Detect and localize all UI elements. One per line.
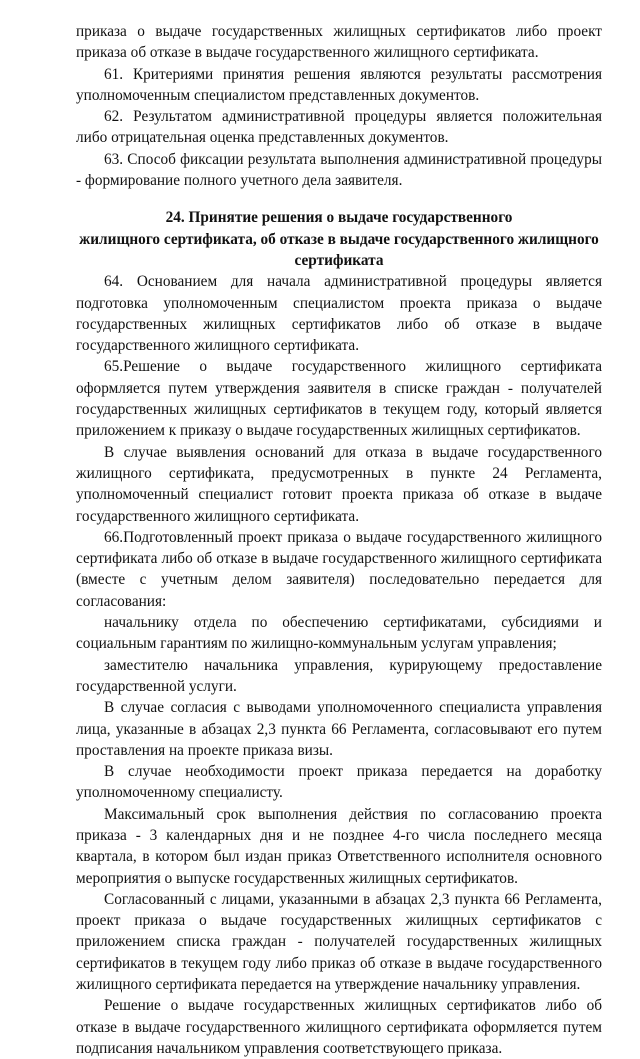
- document-page: [76, 21, 602, 1059]
- paragraph-refusal-grounds: В случае выявления оснований для отказа в выдаче государственного жилищного сертификата, предусмотренных в пункте 24 Регламента, уполномоченный специалист готовит проекта приказа об отказе в выдаче государственного жилищного сертификата.: [76, 443, 602, 525]
- section-heading-line-3: сертификата: [294, 251, 384, 269]
- paragraph-61: 61. Критериями принятия решения являются результаты рассмотрения уполномоченным специалистом представленных документов.: [76, 65, 602, 104]
- paragraph-agreement: В случае согласия с выводами уполномоченного специалиста управления лица, указанные в абзацах 2,3 пункта 66 Регламента, согласовывают его путем проставления на проекте приказа визы.: [76, 699, 602, 759]
- paragraph-max-term: Максимальный срок выполнения действия по согласованию проекта приказа - 3 календарных дня и не позднее 4-го числа последнего месяца квартала, в котором был издан приказ Ответственного исполнителя основного мероприятия о выпуске государственных жилищных сертификатов.: [76, 805, 602, 887]
- paragraph-62: 62. Результатом административной процедуры является положительная либо отрицательная оценка представленных документов.: [76, 108, 602, 147]
- section-heading-line-1: 24. Принятие решения о выдаче государственного: [165, 209, 513, 227]
- paragraph-rework: В случае необходимости проект приказа передается на доработку уполномоченному специалисту.: [76, 763, 602, 802]
- section-heading: [76, 207, 602, 271]
- paragraph-63: 63. Способ фиксации результата выполнения административной процедуры - формирование полного учетного дела заявителя.: [76, 150, 602, 190]
- paragraph-decision: Решение о выдаче государственных жилищных сертификатов либо об отказе в выдаче государственного жилищного сертификата оформляется путем подписания начальником управления соответствующего приказа.: [76, 997, 602, 1057]
- paragraph-64: 64. Основанием для начала административной процедуры является подготовка уполномоченным специалистом проекта приказа о выдаче государственных жилищных сертификатов либо об отказе в выдаче государственного жилищного сертификата.: [76, 273, 602, 355]
- paragraph-approver-1: начальнику отдела по обеспечению сертификатами, субсидиями и социальным гарантиям по жилищно-коммунальным услугам управления;: [76, 614, 602, 653]
- paragraph-65: 65.Решение о выдаче государственного жилищного сертификата оформляется путем утверждения заявителя в списке граждан - получателей государственных жилищных сертификатов в текущем году, который является приложением к приказу о выдаче государственных жилищных сертификатов.: [76, 358, 602, 440]
- paragraph-approved-draft: Согласованный с лицами, указанными в абзацах 2,3 пункта 66 Регламента, проект приказа о выдаче государственных жилищных сертификатов с приложением списка граждан - получателей государственных жилищных сертификатов в текущем году либо приказ об отказе в выдаче государственного жилищного сертификата передается на утверждение начальнику управления.: [76, 890, 602, 994]
- paragraph-66: 66.Подготовленный проект приказа о выдаче государственного жилищного сертификата либо об отказе в выдаче государственного жилищного сертификата (вместе с учетным делом заявителя) последовательно передается для согласования:: [76, 528, 602, 610]
- paragraph-approver-2: заместителю начальника управления, курирующему предоставление государственной услуги.: [76, 656, 602, 695]
- paragraph-continuation: приказа о выдаче государственных жилищных сертификатов либо проект приказа об отказе в выдаче государственного жилищного сертификата.: [76, 23, 602, 62]
- section-heading-line-2: жилищного сертификата, об отказе в выдаче государственного жилищного: [79, 230, 599, 248]
